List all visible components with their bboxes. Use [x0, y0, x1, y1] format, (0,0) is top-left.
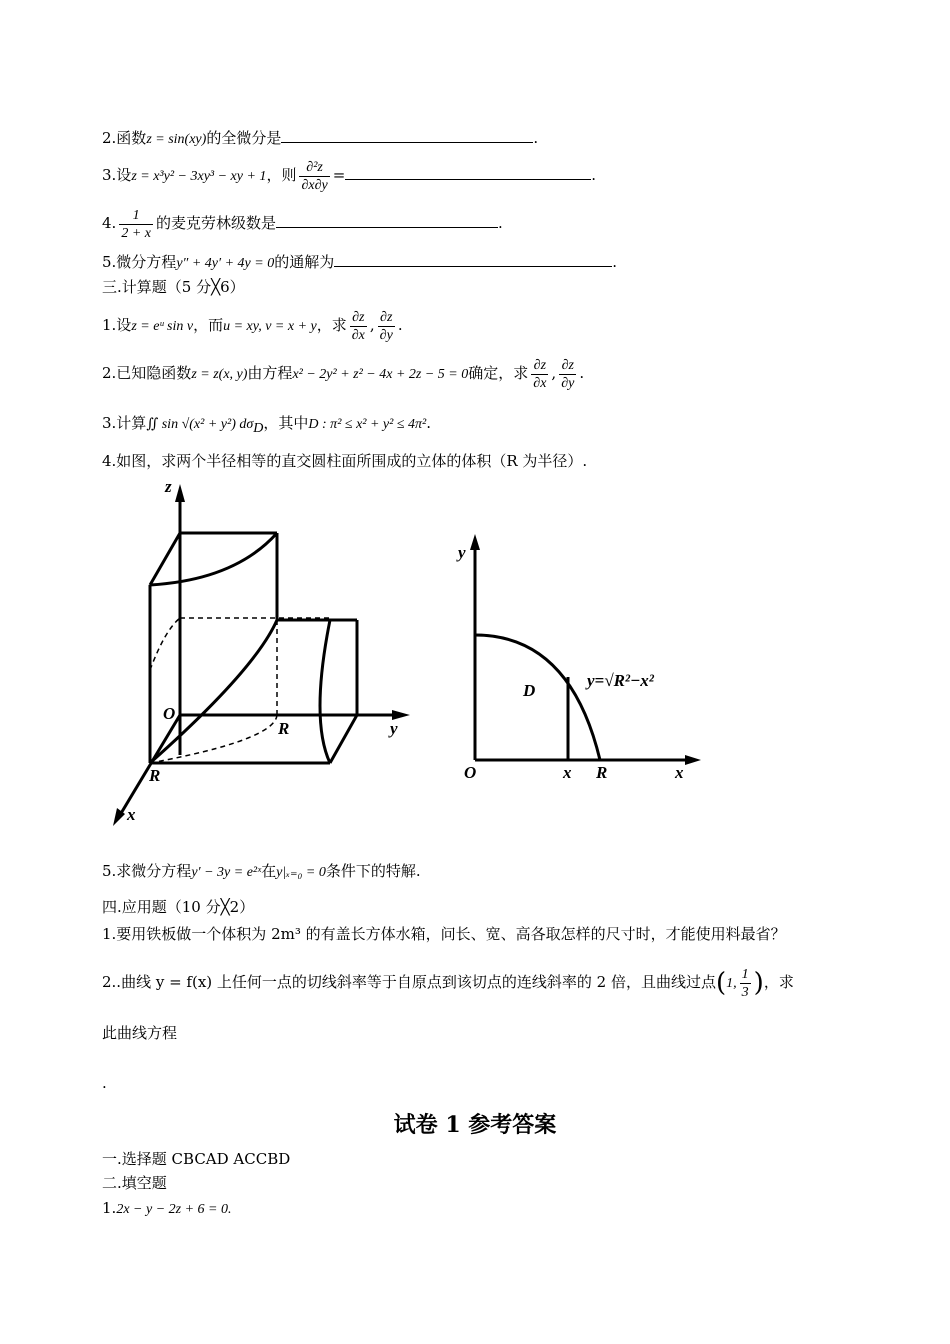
frac-num: ∂z: [559, 357, 576, 375]
calc-q1-frac2: [378, 309, 395, 344]
calc-q2-frac1: [531, 357, 548, 392]
calc-q2-prefix: 2.已知隐函数: [102, 364, 192, 382]
answers-title: 试卷 1 参考答案: [393, 1112, 557, 1138]
frac-den: ∂y: [561, 375, 575, 391]
label-r2: R: [149, 766, 161, 785]
label-curve: y=√R²−x²: [587, 671, 654, 690]
applied-heading: 四.应用题（10 分╳2）: [102, 898, 255, 916]
q3-den: ∂x∂y: [301, 177, 328, 193]
q2-suffix: 的全微分是: [206, 129, 282, 147]
figure-region-d: [455, 530, 705, 790]
answer-prefix: 1.: [102, 1199, 117, 1217]
q4-fraction: [119, 207, 153, 242]
calc-q1-mid2: ，求: [316, 316, 347, 334]
applied-q2: [102, 962, 794, 1002]
label-x-axis: x: [675, 763, 684, 782]
point-fraction: [740, 966, 751, 1001]
frac-den: ∂y: [379, 327, 393, 343]
calc-q4: 4.如图，求两个半径相等的直交圆柱面所围成的立体的体积（R 为半径）.: [102, 452, 588, 470]
answer-expr: 2x − y − 2z + 6 = 0.: [116, 1202, 232, 1217]
q5-suffix: 的通解为: [274, 253, 335, 271]
label-d: D: [523, 681, 536, 700]
answer-blank[interactable]: [345, 165, 591, 180]
answer-blank[interactable]: [281, 128, 533, 143]
calc-q5-expr: y′ − 3y = e²ˣ: [191, 865, 262, 880]
answers-choice: 一.选择题 CBCAD ACCBD: [102, 1150, 291, 1168]
calc-q2-expr2: x² − 2y² + z² − 4x + 2z − 5 = 0: [292, 367, 469, 382]
applied-q1: 1.要用铁板做一个体积为 2m³ 的有盖长方体水箱，问长、宽、高各取怎样的尺寸时，才能使用料最省？: [102, 925, 786, 943]
frac-den: ∂x: [351, 327, 365, 343]
calc-q5-cond: y|ₓ₌₀ = 0: [276, 865, 326, 880]
label-z: z: [165, 477, 172, 496]
calc-q3-expr: ∬ sin √(x² + y²) dσ: [146, 417, 254, 432]
calc-q2-mid: 由方程: [247, 364, 293, 382]
calc-q5-mid: 在: [261, 862, 277, 880]
calc-q1-frac1: [350, 309, 367, 344]
fill-q3: [102, 155, 596, 195]
fill-q5: [102, 252, 617, 274]
q4-den: 2 + x: [121, 225, 151, 241]
point-x: 1,: [726, 976, 737, 991]
applied-q2-b: ，求: [763, 973, 794, 991]
answer-blank[interactable]: [334, 252, 612, 267]
calc-q5-prefix: 5.求微分方程: [102, 862, 192, 880]
frac-den: ∂x: [533, 375, 547, 391]
fill-q2: [102, 128, 538, 150]
calc-q3-cond: D : π² ≤ x² + y² ≤ 4π²: [308, 417, 427, 432]
q4-num: 1: [119, 207, 153, 225]
calc-q2-frac2: [559, 357, 576, 392]
end-dot: .: [612, 253, 617, 271]
end-dot: .: [591, 166, 597, 184]
calc-q3-mid: ，其中: [263, 414, 309, 432]
calc-q1: 1.设z = eᵘ sin v，而u = xy, v = x + y，求 $\frac{\partial z}{\partial x}$ , $\frac{\partial z}{\partial y}$ .: [102, 309, 403, 343]
label-x: x: [563, 763, 572, 782]
answer-blank[interactable]: [276, 213, 498, 228]
applied-q2-c: 此曲线方程: [102, 1024, 178, 1042]
calc-q3-prefix: 3.计算: [102, 414, 147, 432]
q3-num: ∂²z: [299, 159, 329, 177]
q2-expr: z = sin(xy): [146, 132, 207, 147]
stray-dot: .: [102, 1074, 107, 1092]
label-x: x: [127, 805, 136, 824]
q3-expr: z = x³y² − 3xy³ − xy + 1: [131, 169, 267, 184]
calc-q2: 2.已知隐函数z = z(x, y)由方程x² − 2y² + z² − 4x + 2z − 5 = 0确定，求 $\frac{\partial z}{\partial x}$ , $\frac{\partial z}{\partial y}$ .: [102, 357, 585, 391]
calc-q1-mid: ，而: [193, 316, 224, 334]
paren-right: ): [753, 968, 764, 998]
q3-prefix: 3.设: [102, 166, 132, 184]
answers-fill-1: [102, 1198, 231, 1220]
q3-fraction: [299, 159, 329, 194]
calc-q1-prefix: 1.设: [102, 316, 132, 334]
calc-q2-expr1: z = z(x, y): [191, 367, 248, 382]
calc-q5: [102, 861, 421, 883]
calc-q3-region: D: [253, 421, 264, 436]
q2-prefix: 2.函数: [102, 129, 147, 147]
calc-q1-expr1: z = eᵘ sin v: [131, 319, 194, 334]
answers-fill-heading: 二.填空题: [102, 1174, 167, 1192]
label-o: O: [163, 704, 176, 723]
fill-q4: [102, 203, 503, 243]
frac-num: ∂z: [531, 357, 548, 375]
calc-heading: 三.计算题（5 分╳6）: [102, 278, 245, 296]
calc-q5-suffix: 条件下的特解.: [325, 862, 421, 880]
label-o: O: [464, 763, 477, 782]
calc-q3: 3.计算∬ sin √(x² + y²) $d\sigma_D$，其中D : π² ≤ x² + y² ≤ 4π².: [102, 414, 432, 436]
figure-cylinders-3d: [105, 470, 415, 830]
label-y: y: [458, 543, 466, 562]
label-r: R: [596, 763, 608, 782]
paren-left: (: [716, 968, 727, 998]
applied-q2-a: 2..曲线 y = f(x) 上任何一点的切线斜率等于自原点到该切点的连线斜率的 2 倍，且曲线过点: [102, 973, 716, 991]
q3-eq: =: [332, 166, 346, 184]
q5-prefix: 5.微分方程: [102, 253, 177, 271]
q5-expr: y″ + 4y′ + 4y = 0: [176, 256, 275, 271]
quarter-circle: [475, 635, 600, 760]
calc-q1-expr2: u = xy, v = x + y: [223, 319, 317, 334]
frac-den: 3: [741, 984, 749, 1000]
frac-num: 1: [741, 966, 749, 982]
end-dot: .: [498, 214, 503, 232]
calc-q2-mid2: 确定，求: [468, 364, 529, 382]
label-y: y: [390, 719, 398, 738]
q4-prefix: 4.: [102, 214, 117, 232]
end-dot: .: [533, 129, 539, 147]
label-r1: R: [278, 719, 290, 738]
q4-suffix: 的麦克劳林级数是: [155, 214, 276, 232]
q3-mid: ，则: [266, 166, 297, 184]
frac-num: ∂z: [378, 309, 395, 327]
frac-num: ∂z: [350, 309, 367, 327]
